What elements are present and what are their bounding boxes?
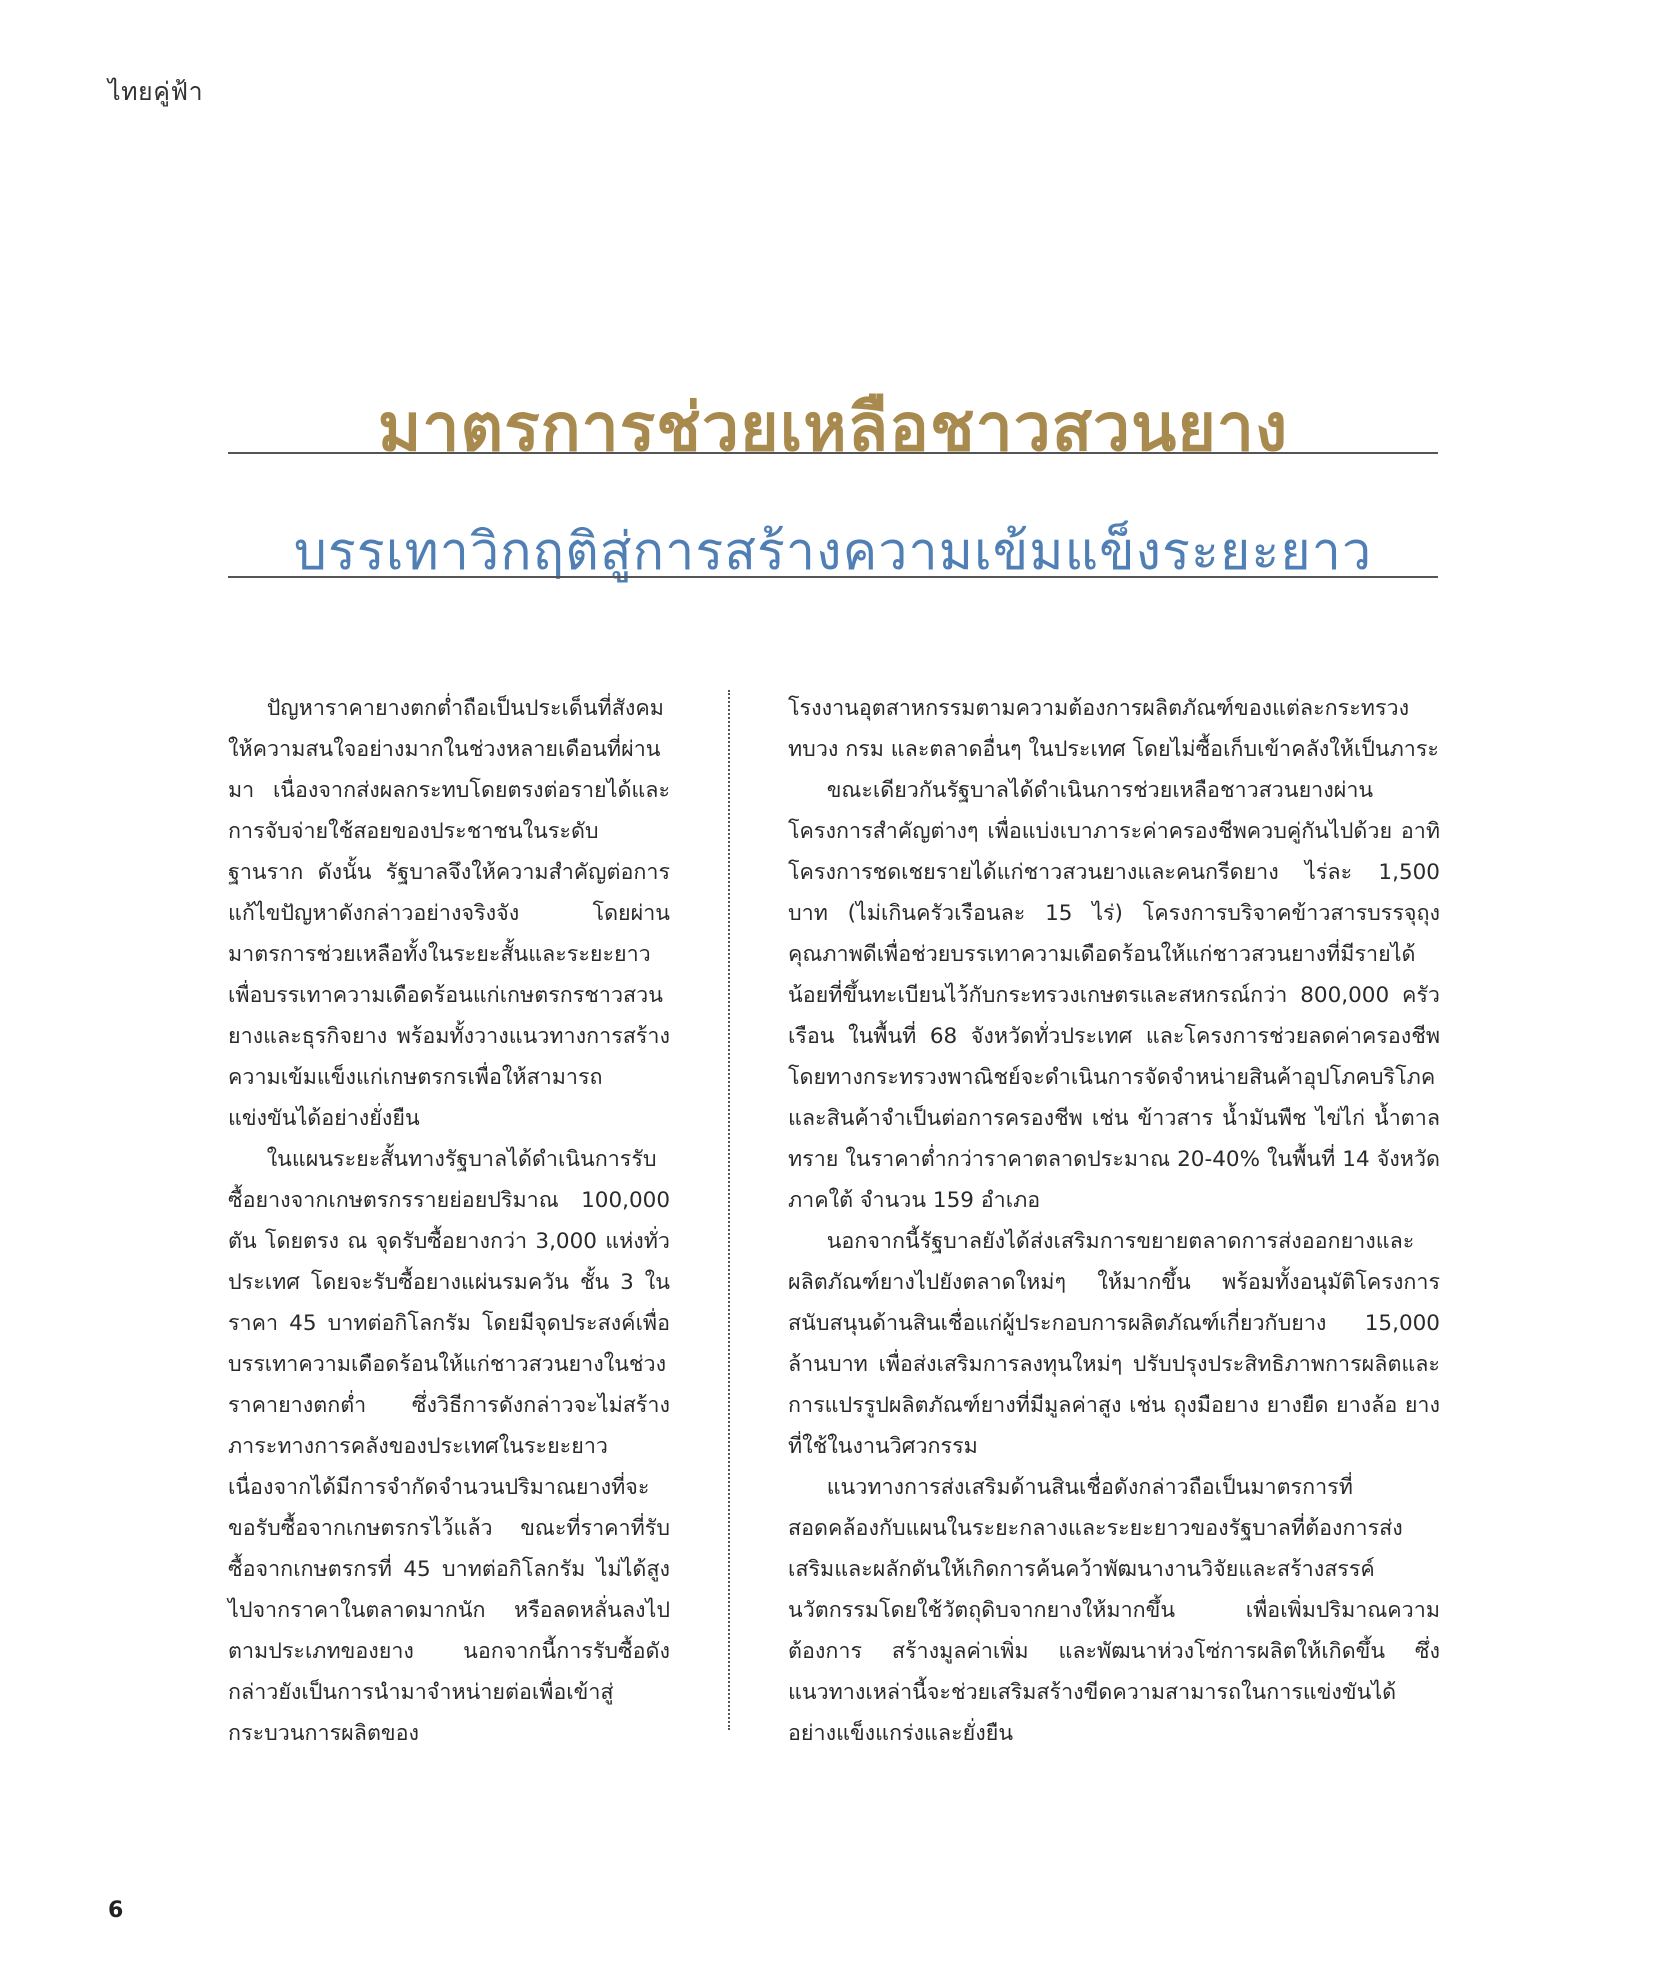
right-paragraph-1: ขณะเดียวกันรัฐบาลได้ดำเนินการช่วยเหลือชาวสวนยางผ่านโครงการสำคัญต่างๆ เพื่อแบ่งเบาภาระค่าครองชีพควบคู่กันไปด้วย อาทิ โครงการชดเชยรายได้แก่ชาวสวนยางและคนกรีดยาง ไร่ละ 1,500 บาท (ไม่เกินครัวเรือนละ 15 ไร่) โครงการบริจาคข้าวสารบรรจุถุงคุณภาพดีเพื่อช่วยบรรเทาความเดือดร้อนให้แก่ชาวสวนยางที่มีรายได้น้อยที่ขึ้นทะเบียนไว้กับกระทรวงเกษตรและสหกรณ์กว่า 800,000 ครัวเรือน ในพื้นที่ 68 จังหวัดทั่วประเทศ และโครงการช่วยลดค่าครองชีพ โดยทางกระทรวงพาณิชย์จะดำเนินการจัดจำหน่ายสินค้าอุปโภคบริโภคและสินค้าจำเป็นต่อการครองชีพ เช่น ข้าวสาร น้ำมันพืช ไข่ไก่ น้ำตาลทราย ในราคาต่ำกว่าราคาตลาดประมาณ 20-40% ในพื้นที่ 14 จังหวัดภาคใต้ จำนวน 159 อำเภอ — [788, 778, 1440, 1213]
right-paragraph-2: นอกจากนี้รัฐบาลยังได้ส่งเสริมการขยายตลาดการส่งออกยางและผลิตภัณฑ์ยางไปยังตลาดใหม่ๆ ให้มากขึ้น พร้อมทั้งอนุมัติโครงการสนับสนุนด้านสินเชื่อแก่ผู้ประกอบการผลิตภัณฑ์เกี่ยวกับยาง 15,000 ล้านบาท เพื่อส่งเสริมการลงทุนใหม่ๆ ปรับปรุงประสิทธิภาพการผลิตและการแปรรูปผลิตภัณฑ์ยางที่มีมูลค่าสูง เช่น ถุงมือยาง ยางยืด ยางล้อ ยางที่ใช้ในงานวิศวกรรม — [788, 1229, 1440, 1459]
column-divider — [728, 690, 730, 1730]
right-column — [788, 688, 1440, 1754]
left-paragraph-2: ในแผนระยะสั้นทางรัฐบาลได้ดำเนินการรับซื้อยางจากเกษตรกรรายย่อยปริมาณ 100,000 ตัน โดยตรง ณ จุดรับซื้อยางกว่า 3,000 แห่งทั่วประเทศ โดยจะรับซื้อยางแผ่นรมควัน ชั้น 3 ในราคา 45 บาทต่อกิโลกรัม โดยมีจุดประสงค์เพื่อบรรเทาความเดือดร้อนให้แก่ชาวสวนยางในช่วงราคายางตกต่ำ ซึ่งวิธีการดังกล่าวจะไม่สร้างภาระทางการคลังของประเทศในระยะยาว เนื่องจากได้มีการจำกัดจำนวนปริมาณยางที่จะขอรับซื้อจากเกษตรกรไว้แล้ว ขณะที่ราคาที่รับซื้อจากเกษตรกรที่ 45 บาทต่อกิโลกรัม ไม่ได้สูงไปจากราคาในตลาดมากนัก หรือลดหลั่นลงไปตามประเภทของยาง นอกจากนี้การรับซื้อดังกล่าวยังเป็นการนำมาจำหน่ายต่อเพื่อเข้าสู่กระบวนการผลิตของ — [228, 1147, 670, 1746]
left-paragraph-1: ปัญหาราคายางตกต่ำถือเป็นประเด็นที่สังคมให้ความสนใจอย่างมากในช่วงหลายเดือนที่ผ่านมา เนื่องจากส่งผลกระทบโดยตรงต่อรายได้และการจับจ่ายใช้สอยของประชาชนในระดับฐานราก ดังนั้น รัฐบาลจึงให้ความสำคัญต่อการแก้ไขปัญหาดังกล่าวอย่างจริงจัง โดยผ่านมาตรการช่วยเหลือทั้งในระยะสั้นและระยะยาวเพื่อบรรเทาความเดือดร้อนแก่เกษตรกรชาวสวนยางและธุรกิจยาง พร้อมทั้งวางแนวทางการสร้างความเข้มแข็งแก่เกษตรกรเพื่อให้สามารถแข่งขันได้อย่างยั่งยืน — [228, 696, 670, 1131]
title-rule-bottom — [228, 576, 1438, 578]
title-rule-top — [228, 452, 1438, 454]
article-subtitle: บรรเทาวิกฤติสู่การสร้างความเข้มแข็งระยะยาว — [293, 522, 1373, 583]
right-paragraph-3: แนวทางการส่งเสริมด้านสินเชื่อดังกล่าวถือเป็นมาตรการที่สอดคล้องกับแผนในระยะกลางและระยะยาวของรัฐบาลที่ต้องการส่งเสริมและผลักดันให้เกิดการค้นคว้าพัฒนางานวิจัยและสร้างสรรค์นวัตกรรมโดยใช้วัตถุดิบจากยางให้มากขึ้น เพื่อเพิ่มปริมาณความต้องการ สร้างมูลค่าเพิ่ม และพัฒนาห่วงโซ่การผลิตให้เกิดขึ้น ซึ่งแนวทางเหล่านี้จะช่วยเสริมสร้างขีดความสามารถในการแข่งขันได้อย่างแข็งแกร่งและยั่งยืน — [788, 1475, 1440, 1746]
article-title: มาตรการช่วยเหลือชาวสวนยาง — [377, 389, 1289, 467]
page-number: 6 — [108, 1898, 124, 1923]
right-paragraph-continuation: โรงงานอุตสาหกรรมตามความต้องการผลิตภัณฑ์ของแต่ละกระทรวง ทบวง กรม และตลาดอื่นๆ ในประเทศ โดยไม่ซื้อเก็บเข้าคลังให้เป็นภาระ — [788, 696, 1439, 762]
left-column — [228, 688, 670, 1754]
publication-name: ไทยคู่ฟ้า — [108, 77, 204, 106]
